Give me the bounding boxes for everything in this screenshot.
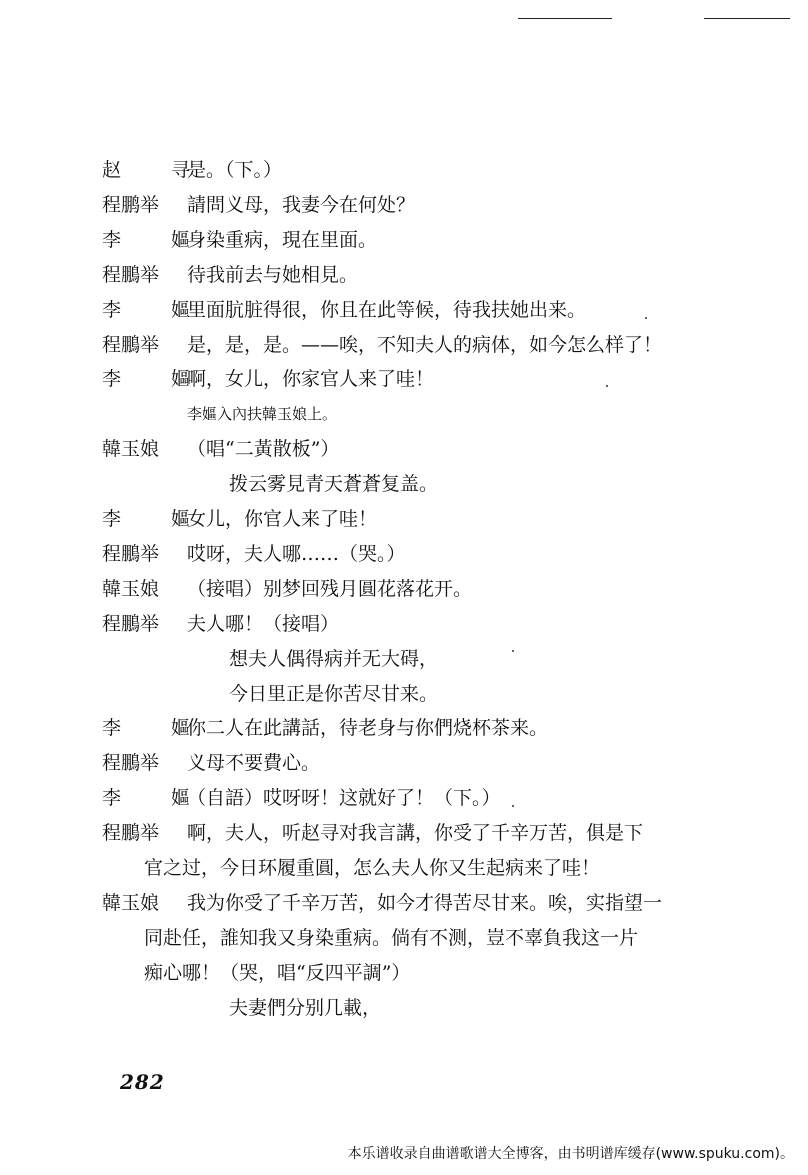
dialog-text: 是。（下。） — [187, 159, 283, 181]
dialog-text: 你二人在此講話，待老身与你們烧杯茶来。 — [187, 717, 549, 740]
song-line: 今日里正是你苦尽甘来。 — [229, 682, 439, 705]
speaker-name: 赵 寻 — [102, 159, 213, 181]
dialog-text: 啊，夫人，听赵寻对我言講，你受了千辛万苦，俱是下 — [187, 822, 644, 845]
dialog-text: 我为你受了千辛万苦，如今才得苦尽甘来。唉，实指望一 — [187, 891, 663, 914]
print-speck — [512, 805, 514, 807]
speaker-name: 程鵬举 — [102, 822, 160, 845]
dialog-text: （唱“二黃散板”） — [187, 438, 340, 461]
speaker-name: 韓玉娘 — [102, 438, 160, 461]
dialog-text: 請問义母，我妻今在何处？ — [187, 193, 416, 216]
dialog-text: 哎呀，夫人哪……（哭。） — [187, 542, 406, 565]
header-rule-left — [518, 18, 612, 19]
print-speck — [512, 650, 514, 652]
speaker-name: 程鵬举 — [102, 263, 160, 286]
dialog-text: 啊，女儿，你家官人来了哇！ — [187, 368, 435, 391]
dialog-text: （接唱）别梦回残月圓花落花开。 — [187, 577, 473, 600]
speaker-name: 韓玉娘 — [102, 891, 160, 914]
speaker-name: 李 嫗 — [102, 298, 213, 321]
dialog-text: 夫人哪！（接唱） — [187, 612, 340, 635]
dialog-text: 女儿，你官人来了哇！ — [187, 508, 378, 530]
song-line: 夫妻們分别几載， — [229, 996, 382, 1019]
song-line: 拨云雾見青天蒼蒼复盖。 — [229, 473, 439, 496]
speaker-name: 李 嫗 — [102, 228, 213, 251]
speaker-name: 李 嫗 — [102, 508, 213, 530]
speaker-name: 程鵬举 — [102, 752, 160, 775]
speaker-name: 程鹏举 — [102, 193, 160, 216]
header-rule-right — [704, 18, 790, 19]
dialog-text: 同赴任，誰知我又身染重病。倘有不测，豈不辜負我这一片 — [144, 926, 639, 949]
dialog-text: 身染重病，現在里面。 — [187, 228, 378, 251]
speaker-name: 程鵬举 — [102, 333, 160, 356]
dialog-text: （自語）哎呀呀！这就好了！（下。） — [187, 787, 501, 810]
print-speck — [606, 385, 608, 387]
speaker-name: 韓玉娘 — [102, 577, 160, 600]
dialog-text: 里面肮脏得很，你且在此等候，待我扶她出来。 — [187, 298, 587, 321]
dialog-text: 痴心哪！（哭，唱“反四平調”） — [144, 961, 411, 984]
song-line: 想夫人偶得病并无大碍， — [229, 647, 439, 670]
dialog-text: 义母不要費心。 — [187, 752, 321, 775]
dialog-text: 是，是，是。——唉，不知夫人的病体，如今怎么样了！ — [187, 333, 663, 356]
speaker-name: 程鵬举 — [102, 612, 160, 635]
speaker-name: 李 嫗 — [102, 787, 213, 810]
speaker-name: 李 嫗 — [102, 368, 213, 391]
speaker-name: 李 嫗 — [102, 717, 213, 740]
speaker-name: 程鵬举 — [102, 542, 160, 565]
dialog-text: 待我前去与她相見。 — [187, 263, 359, 286]
page-number: 282 — [120, 1070, 165, 1094]
dialog-text: 官之过，今日环履重圓，怎么夫人你又生起病来了哇！ — [144, 857, 601, 879]
footer-note: 本乐谱收录自曲谱歌谱大全博客，由书明谱库缓存(www.spuku.com)。 — [347, 1146, 794, 1162]
stage-direction: 李嫗入內扶韓玉娘上。 — [187, 405, 338, 424]
print-speck — [645, 317, 647, 319]
